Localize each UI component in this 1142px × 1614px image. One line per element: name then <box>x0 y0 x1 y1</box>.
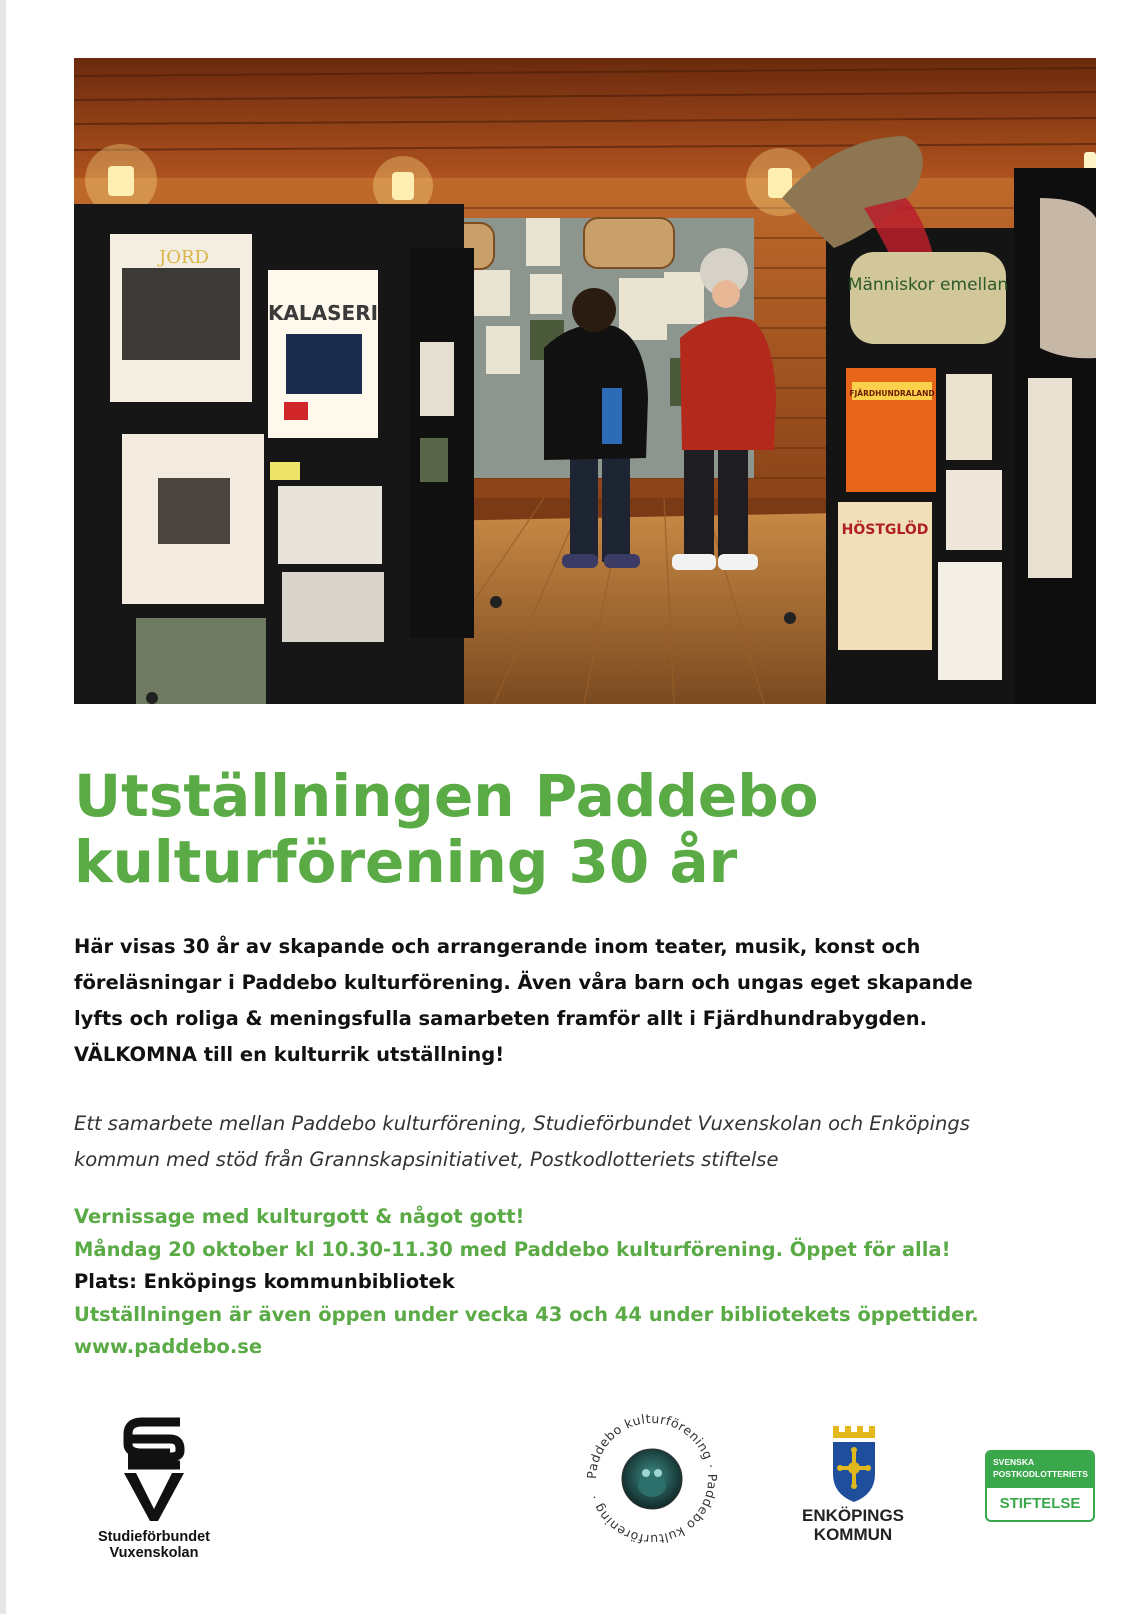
collaboration-paragraph <box>74 1106 1094 1178</box>
postkod-line-3: STIFTELSE <box>999 1495 1081 1512</box>
enkoping-name-line-1: ENKÖPINGS <box>801 1506 905 1525</box>
event-place-text: Plats: Enköpings kommunbibliotek <box>74 1270 455 1293</box>
enkoping-logo <box>795 1422 911 1550</box>
sv-name-line-1: Studieförbundet <box>98 1529 210 1545</box>
intro-line-1: Här visas 30 år av skapande och arrangerande inom teater, musik, konst och <box>74 935 921 958</box>
collaboration-line-1: Ett samarbete mellan Paddebo kulturförening, Studieförbundet Vuxenskolan och Enköpings <box>74 1112 970 1135</box>
poster-hostglod-text: HÖSTGLÖD <box>841 522 929 538</box>
sv-mark-icon <box>74 1413 234 1525</box>
enkoping-name-line-2: KOMMUN <box>813 1525 893 1544</box>
event-info <box>74 1201 1094 1364</box>
collaboration-line-2: kommun med stöd från Grannskapsinitiativet, Postkodlotteriets stiftelse <box>74 1148 779 1171</box>
intro-line-2: föreläsningar i Paddebo kulturförening. Även våra barn och ungas eget skapande <box>74 971 973 994</box>
paddebo-ring-text: Paddebo kulturförening · Paddebo kulturförening · <box>583 1410 721 1548</box>
sv-logo <box>74 1413 234 1563</box>
opening-hours-text: Utställningen är även öppen under vecka 43 och 44 under bibliotekets öppettider. <box>74 1302 979 1326</box>
page-edge <box>0 0 6 1614</box>
exhibition-photo-drawing <box>74 58 1096 704</box>
intro-line-3: lyfts och roliga & meningsfulla samarbeten framför allt i Fjärdhundrabygden. <box>74 1007 928 1030</box>
vernissage-text: Vernissage med kulturgott & något gott! <box>74 1205 525 1228</box>
title-line-2: kulturförening 30 år <box>74 828 738 896</box>
sv-name-line-2: Vuxenskolan <box>109 1545 199 1561</box>
exhibition-photo <box>74 58 1096 704</box>
postkod-line-1: SVENSKA <box>993 1457 1035 1467</box>
intro-line-4: VÄLKOMNA till en kulturrik utställning! <box>74 1043 505 1066</box>
sign-manniskor-text: Människor emellan <box>847 275 1009 295</box>
postkod-line-2: POSTKODLOTTERIETS <box>993 1469 1088 1479</box>
page-title <box>74 763 1074 895</box>
poster-fjardhundraland-text: FJÄRDHUNDRALAND <box>849 389 935 398</box>
title-line-1: Utställningen Paddebo <box>74 762 819 830</box>
postkod-stiftelse-logo <box>985 1450 1095 1522</box>
intro-paragraph <box>74 929 1094 1073</box>
poster-kalaseri-text: KALASERI <box>267 301 379 325</box>
event-date-text: Måndag 20 oktober kl 10.30-11.30 med Paddebo kulturförening. Öppet för alla! <box>74 1237 951 1261</box>
enkoping-crest-icon <box>795 1422 911 1504</box>
paddebo-badge-icon <box>582 1409 722 1549</box>
paddebo-logo <box>582 1409 722 1549</box>
website-link[interactable]: www.paddebo.se <box>74 1335 263 1358</box>
poster-jord-text: JORD <box>159 247 209 268</box>
